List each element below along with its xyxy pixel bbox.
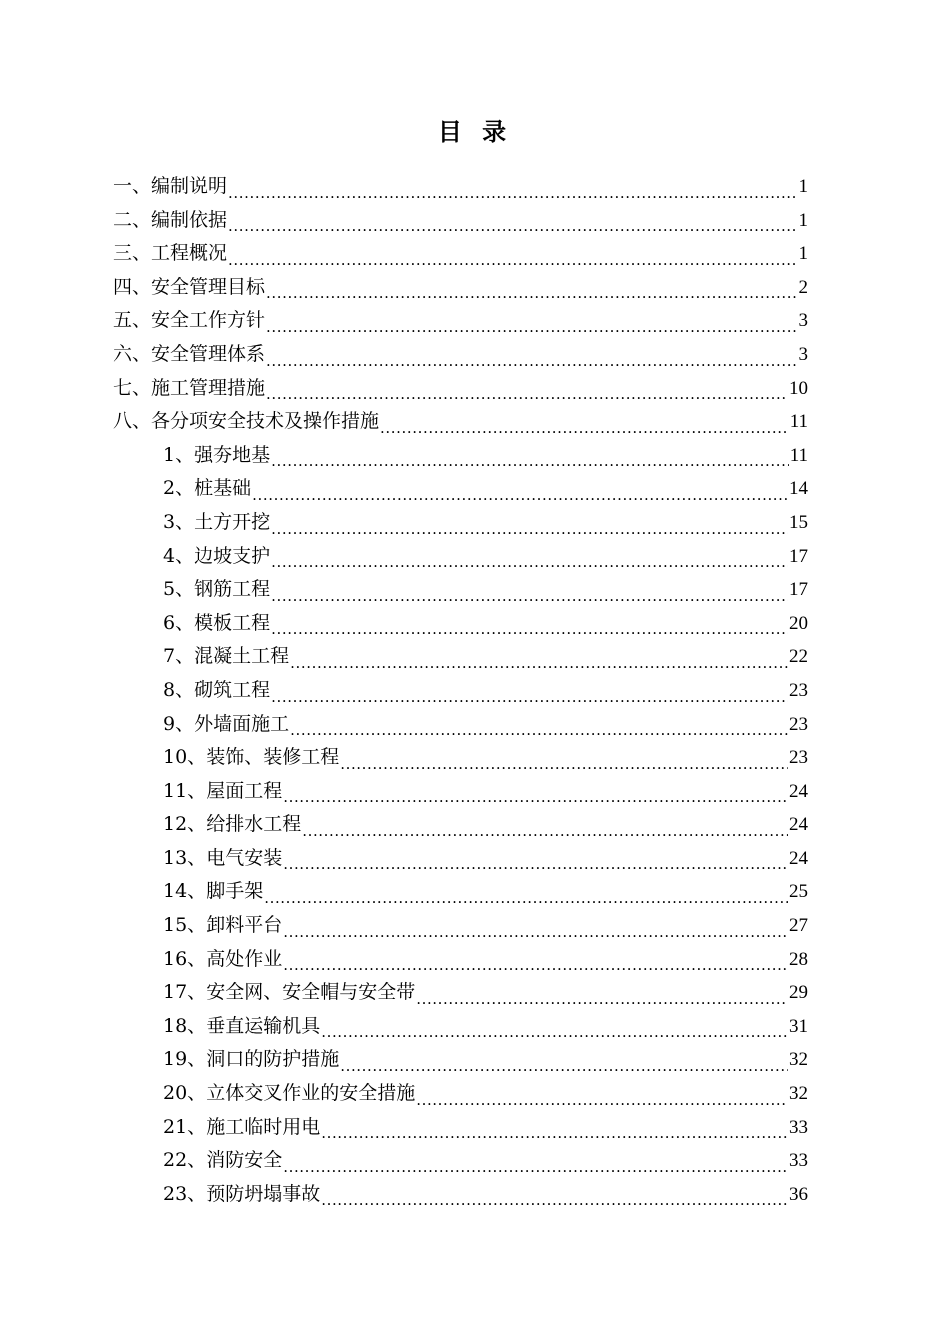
toc-entry-page-number: 25 [789,881,808,903]
toc-entry-label: 模板工程 [194,611,271,634]
dot-leader [271,518,788,540]
toc-entry[interactable] [113,204,808,238]
dot-leader [340,753,788,775]
dot-leader [416,988,788,1010]
toc-entry-page-number: 3 [798,343,808,365]
toc-entry-number: 六、 [113,342,152,365]
toc-entry[interactable] [163,708,808,742]
toc-entry[interactable] [163,1111,808,1145]
dot-leader [266,282,797,304]
toc-entry-label: 安全网、安全帽与安全带 [206,981,416,1004]
toc-entry-page-number: 1 [798,209,808,231]
toc-entry-label: 各分项安全技术及操作措施 [151,410,380,433]
dot-leader [416,1089,788,1111]
toc-entry-number: 12、 [163,813,207,836]
dot-leader [283,921,788,943]
toc-entry-label: 消防安全 [206,1149,283,1172]
dot-leader [228,249,797,271]
toc-entry[interactable] [163,607,808,641]
toc-entry-page-number: 11 [789,444,808,466]
toc-entry-number: 3、 [163,510,195,533]
toc-entry-page-number: 24 [789,780,808,802]
toc-entry-label: 编制依据 [151,208,228,231]
toc-entry[interactable] [163,472,808,506]
toc-entry[interactable] [163,741,808,775]
toc-entry-number: 15、 [163,914,207,937]
toc-entry[interactable] [163,976,808,1010]
toc-entry-page-number: 33 [789,1150,808,1172]
toc-entry[interactable] [113,271,808,305]
toc-entry-label: 给排水工程 [206,813,302,836]
toc-entry-label: 洞口的防护措施 [206,1048,340,1071]
dot-leader [264,887,788,909]
toc-entry-label: 安全工作方针 [151,309,266,332]
toc-entry-page-number: 1 [798,176,808,197]
dot-leader [228,182,797,204]
toc-entry-label: 装饰、装修工程 [206,746,340,769]
toc-entry-label: 安全管理体系 [151,342,266,365]
dot-leader [271,618,788,640]
toc-entry[interactable] [163,674,808,708]
toc-entry-number: 一、 [113,175,152,197]
dot-leader [283,954,788,976]
toc-entry-page-number: 17 [789,545,808,567]
toc-entry-label: 屋面工程 [206,779,283,802]
toc-entry-page-number: 32 [789,1083,808,1105]
toc-entry-number: 9、 [163,712,195,735]
dot-leader [340,1055,788,1077]
toc-entry-number: 二、 [113,208,152,231]
toc-entry-page-number: 10 [789,377,808,399]
toc-entry-number: 16、 [163,947,207,970]
dot-leader [266,316,797,338]
toc-entry[interactable] [113,170,808,204]
toc-entry-page-number: 23 [789,713,808,735]
table-of-contents [0,170,950,1211]
toc-entry-number: 6、 [163,611,195,634]
dot-leader [271,450,789,472]
toc-entry-page-number: 24 [789,847,808,869]
toc-entry-number: 五、 [113,309,152,332]
toc-entry-page-number: 15 [789,511,808,533]
dot-leader [321,1122,788,1144]
toc-entry-page-number: 31 [789,1015,808,1037]
toc-entry-number: 19、 [163,1048,207,1071]
toc-entry-number: 四、 [113,275,152,298]
toc-entry[interactable] [163,943,808,977]
toc-entry-page-number: 14 [789,478,808,500]
toc-entry-page-number: 23 [789,747,808,769]
toc-entry-number: 14、 [163,880,207,903]
toc-entry[interactable] [163,842,808,876]
toc-entry[interactable] [163,640,808,674]
toc-entry-number: 5、 [163,578,195,601]
toc-entry-number: 7、 [163,645,195,668]
toc-entry[interactable] [163,439,808,473]
toc-entry-number: 八、 [113,410,152,433]
dot-leader [380,417,789,439]
dot-leader [290,652,788,674]
toc-entry-page-number: 36 [789,1183,808,1205]
toc-entry-label: 施工管理措施 [151,376,266,399]
toc-entry-label: 立体交叉作业的安全措施 [206,1082,416,1105]
toc-entry-page-number: 29 [789,982,808,1004]
toc-entry-number: 22、 [163,1149,207,1172]
toc-entry[interactable] [163,1077,808,1111]
toc-entry-page-number: 24 [789,814,808,836]
toc-entry-number: 20、 [163,1082,207,1105]
toc-entry[interactable] [113,237,808,271]
toc-entry-label: 高处作业 [206,947,283,970]
toc-entry-number: 三、 [113,242,152,265]
dot-leader [271,686,788,708]
toc-entry-label: 外墙面施工 [194,712,290,735]
toc-entry-label: 土方开挖 [194,510,271,533]
dot-leader [228,215,797,237]
toc-entry-label: 电气安装 [206,846,283,869]
toc-title: 目 录 [437,118,513,146]
dot-leader [271,585,788,607]
toc-entry-number: 23、 [163,1182,207,1205]
dot-leader [321,1189,788,1211]
toc-entry-page-number: 1 [798,243,808,265]
toc-entry-page-number: 17 [789,579,808,601]
toc-entry-label: 编制说明 [151,175,228,197]
dot-leader [266,383,788,405]
dot-leader [252,484,788,506]
toc-entry[interactable] [163,909,808,943]
toc-entry-number: 18、 [163,1014,207,1037]
toc-entry-page-number: 28 [789,948,808,970]
dot-leader [283,1156,788,1178]
toc-entry-number: 1、 [163,443,195,466]
toc-entry[interactable] [163,808,808,842]
toc-entry[interactable] [113,405,808,439]
toc-entry-number: 11、 [163,779,207,802]
toc-entry-page-number: 32 [789,1049,808,1071]
toc-entry[interactable] [163,1043,808,1077]
toc-entry-page-number: 11 [789,411,808,433]
toc-entry-label: 预防坍塌事故 [206,1182,321,1205]
toc-entry-label: 垂直运输机具 [206,1014,321,1037]
toc-entry-label: 桩基础 [194,477,252,500]
toc-entry-label: 钢筋工程 [194,578,271,601]
dot-leader [283,853,788,875]
toc-entry-label: 卸料平台 [206,914,283,937]
toc-entry-page-number: 2 [798,276,808,298]
toc-entry-page-number: 33 [789,1116,808,1138]
toc-entry[interactable] [163,1010,808,1044]
toc-entry-number: 10、 [163,746,207,769]
toc-entry-page-number: 22 [789,646,808,668]
toc-entry[interactable] [163,875,808,909]
toc-entry-label: 脚手架 [206,880,264,903]
toc-entry[interactable] [163,1178,808,1212]
toc-entry-label: 砌筑工程 [194,678,271,701]
toc-entry[interactable] [113,338,808,372]
toc-entry-number: 21、 [163,1115,207,1138]
toc-entry-label: 工程概况 [151,242,228,265]
toc-entry-label: 施工临时用电 [206,1115,321,1138]
toc-entry-number: 13、 [163,846,207,869]
toc-entry-number: 七、 [113,376,152,399]
dot-leader [266,350,797,372]
toc-entry-number: 17、 [163,981,207,1004]
toc-entry-page-number: 3 [798,310,808,332]
toc-entry-page-number: 27 [789,915,808,937]
dot-leader [302,820,788,842]
toc-entry-number: 4、 [163,544,195,567]
toc-entry-number: 2、 [163,477,195,500]
toc-entry[interactable] [163,506,808,540]
toc-entry-page-number: 20 [789,612,808,634]
dot-leader [283,786,788,808]
toc-entry-label: 强夯地基 [194,443,271,466]
toc-entry[interactable] [113,304,808,338]
toc-entry-label: 混凝土工程 [194,645,290,668]
dot-leader [290,719,788,741]
toc-entry[interactable] [163,573,808,607]
toc-entry-number: 8、 [163,678,195,701]
toc-entry-page-number: 23 [789,679,808,701]
toc-entry[interactable] [163,1144,808,1178]
dot-leader [321,1021,788,1043]
toc-entry-label: 边坡支护 [194,544,271,567]
toc-entry[interactable] [163,775,808,809]
toc-entry-label: 安全管理目标 [151,275,266,298]
toc-entry[interactable] [113,372,808,406]
dot-leader [271,551,788,573]
toc-entry[interactable] [163,540,808,574]
